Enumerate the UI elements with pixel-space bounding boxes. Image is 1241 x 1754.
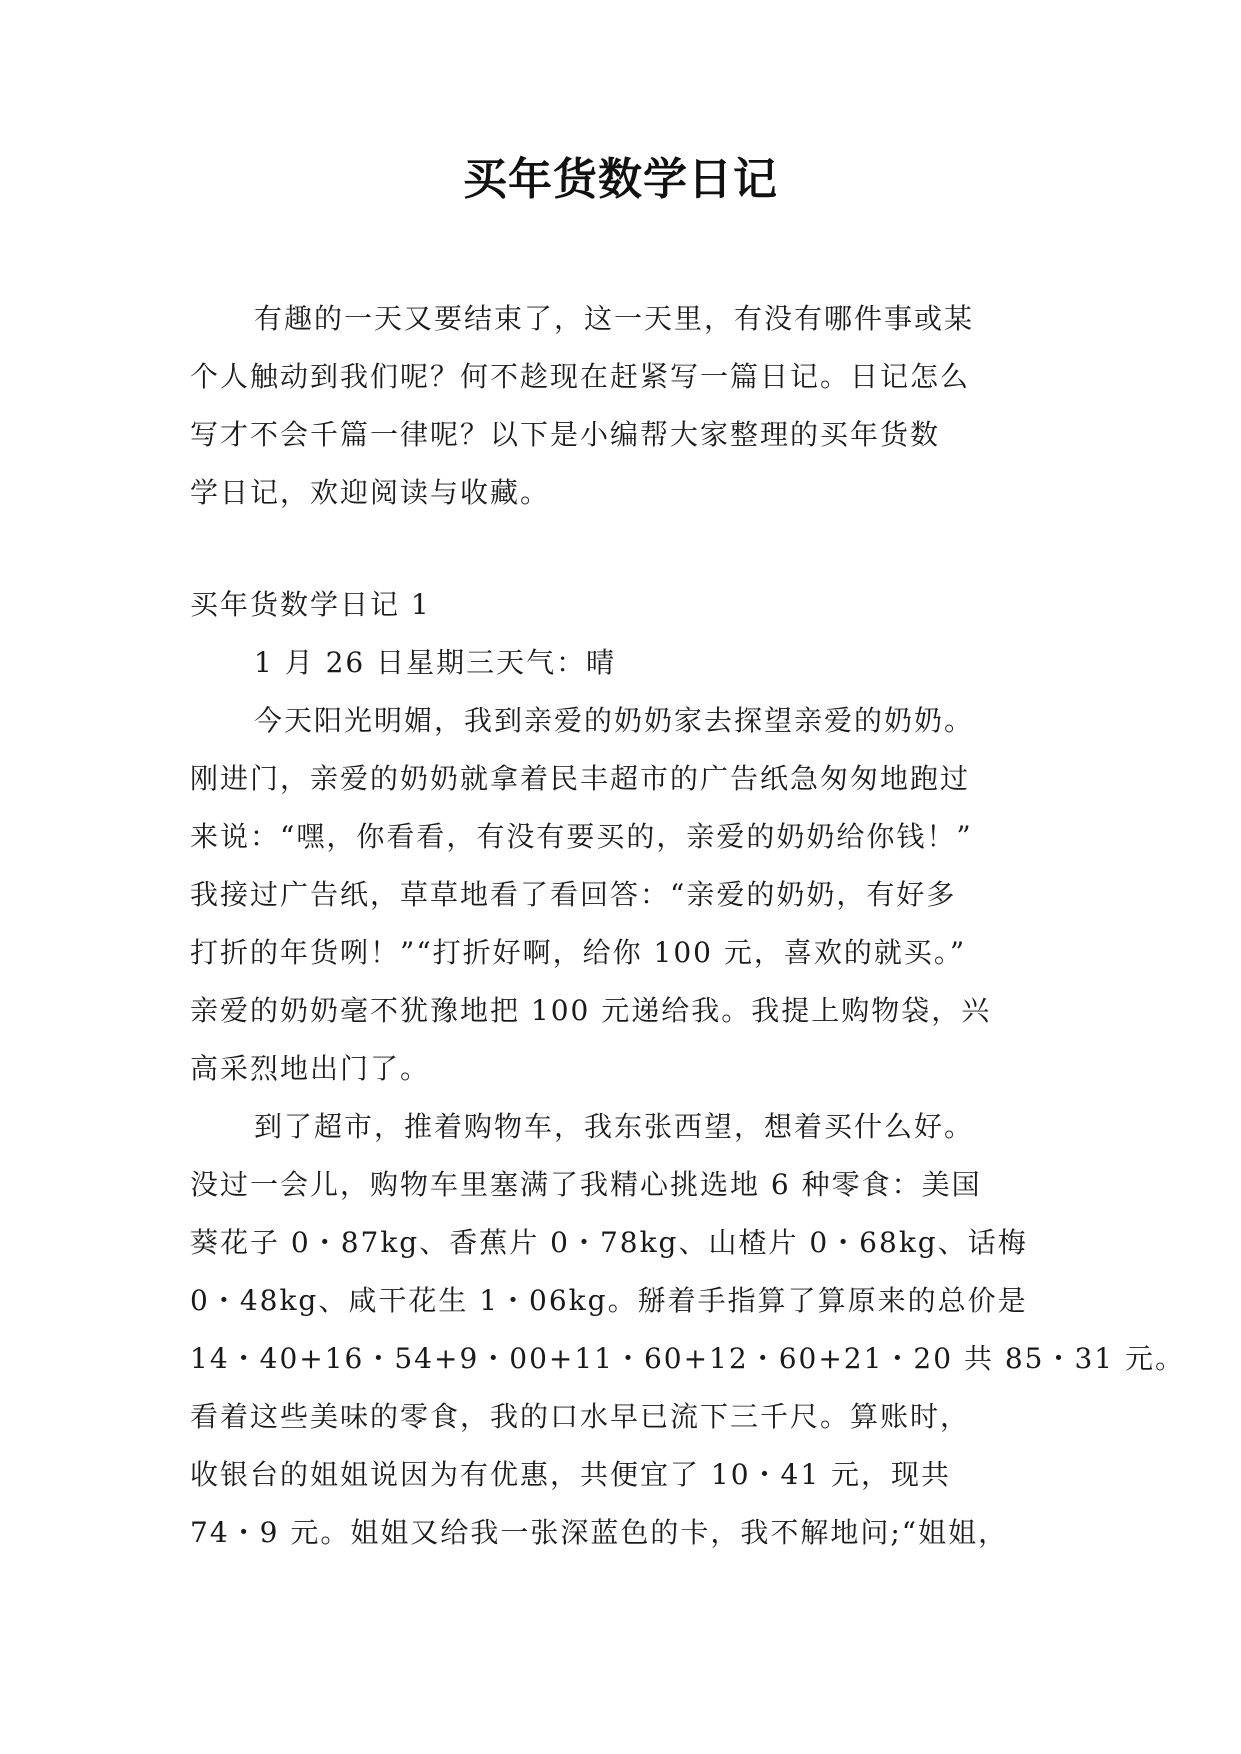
- section-title: 买年货数学日记 1: [190, 588, 431, 621]
- text-line: 高采烈地出门了。: [190, 1052, 431, 1085]
- text-line: 写才不会千篇一律呢？以下是小编帮大家整理的买年货数: [190, 418, 941, 451]
- document-title: 买年货数学日记: [463, 154, 778, 205]
- text-line: 来说：“嘿，你看看，有没有要买的，亲爱的奶奶给你钱！”: [190, 820, 973, 853]
- text-line: 看着这些美味的零食，我的口水早已流下三千尺。算账时，: [190, 1400, 971, 1433]
- text-line: 0・48kg、咸干花生 1・06kg。掰着手指算了算原来的总价是: [190, 1284, 1028, 1317]
- date-line: 1 月 26 日星期三天气：晴: [254, 646, 617, 679]
- text-line: 打折的年货咧！”“打折好啊，给你 100 元，喜欢的就买。”: [190, 936, 967, 969]
- text-line: 葵花子 0・87kg、香蕉片 0・78kg、山楂片 0・68kg、话梅: [190, 1226, 1028, 1259]
- text-line: 今天阳光明媚，我到亲爱的奶奶家去探望亲爱的奶奶。: [254, 704, 975, 737]
- text-line: 收银台的姐姐说因为有优惠，共便宜了 10・41 元，现共: [190, 1458, 952, 1491]
- diary-section: [190, 576, 1185, 1562]
- text-line: 74・9 元。姐姐又给我一张深蓝色的卡，我不解地问;“姐姐，: [190, 1516, 1009, 1549]
- text-line: 我接过广告纸，草草地看了看回答：“亲爱的奶奶，有好多: [190, 878, 957, 911]
- text-line: 刚进门，亲爱的奶奶就拿着民丰超市的广告纸急匆匆地跑过: [190, 762, 971, 795]
- text-line: 学日记，欢迎阅读与收藏。: [190, 476, 551, 509]
- intro-paragraph: [190, 290, 1058, 522]
- text-line: 没过一会儿，购物车里塞满了我精心挑选地 6 种零食：美国: [190, 1168, 982, 1201]
- paragraph-2: [190, 1098, 1185, 1562]
- text-line: 14・40+16・54+9・00+11・60+12・60+21・20 共 85・31 元。: [190, 1342, 1185, 1375]
- text-line: 有趣的一天又要结束了，这一天里，有没有哪件事或某: [254, 302, 975, 335]
- text-line: 个人触动到我们呢？何不趁现在赶紧写一篇日记。日记怎么: [190, 360, 971, 393]
- text-line: 亲爱的奶奶毫不犹豫地把 100 元递给我。我提上购物袋，兴: [190, 994, 992, 1027]
- paragraph-1: [190, 692, 1058, 1098]
- text-line: 到了超市，推着购物车，我东张西望，想着买什么好。: [254, 1110, 975, 1143]
